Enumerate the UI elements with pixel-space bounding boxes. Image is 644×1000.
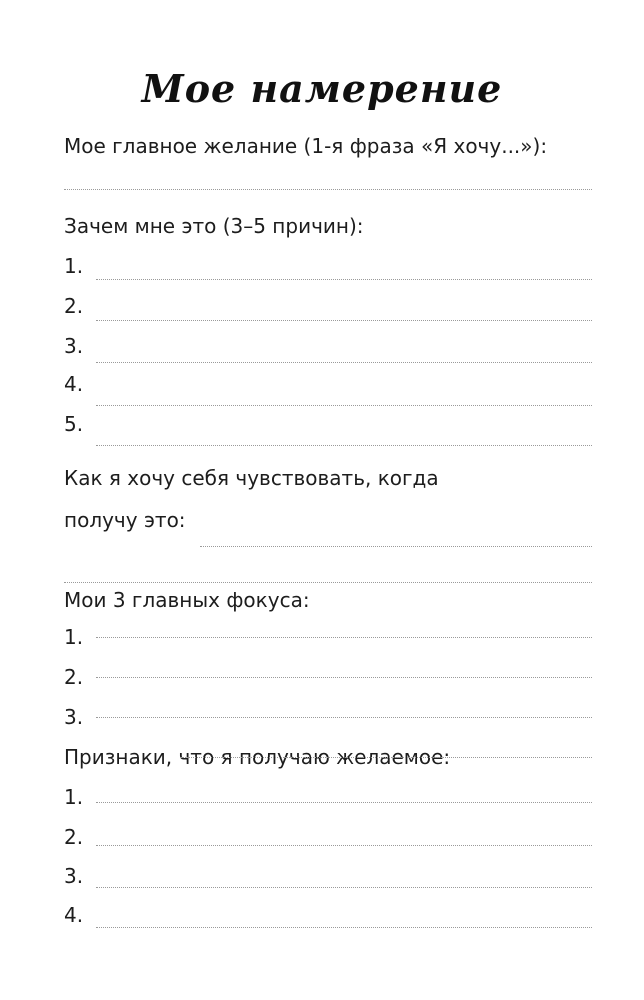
sign-answer-line-1[interactable]	[96, 802, 592, 803]
sign-answer-line-4[interactable]	[96, 927, 592, 928]
page-title: Мое намерение	[141, 66, 503, 111]
focus-answer-line-2[interactable]	[96, 677, 592, 678]
reason-number-2: 2.	[64, 294, 84, 318]
reason-number-5: 5.	[64, 412, 84, 436]
feeling-label-line2: получу это:	[64, 508, 186, 532]
reason-number-1: 1.	[64, 254, 84, 278]
feeling-label-line1: Как я хочу себя чувствовать, когда	[64, 466, 439, 490]
sign-number-3: 3.	[64, 864, 84, 888]
sign-answer-line-2[interactable]	[96, 845, 592, 846]
sign-number-4: 4.	[64, 903, 84, 927]
main-wish-answer-line[interactable]	[64, 189, 592, 190]
reason-answer-line-4[interactable]	[96, 405, 592, 406]
focus-number-1: 1.	[64, 625, 84, 649]
feeling-answer-line-1[interactable]	[200, 546, 592, 547]
focus-answer-line-3[interactable]	[96, 717, 592, 718]
reason-answer-line-3[interactable]	[96, 362, 592, 363]
reason-number-4: 4.	[64, 372, 84, 396]
reasons-label: Зачем мне это (3–5 причин):	[64, 214, 364, 238]
reason-answer-line-5[interactable]	[96, 445, 592, 446]
reason-answer-line-2[interactable]	[96, 320, 592, 321]
sign-number-1: 1.	[64, 785, 84, 809]
signs-label: Признаки, что я получаю желаемое:	[64, 745, 451, 769]
reason-number-3: 3.	[64, 334, 84, 358]
reason-answer-line-1[interactable]	[96, 279, 592, 280]
sign-answer-line-3[interactable]	[96, 887, 592, 888]
feeling-answer-line-2[interactable]	[64, 582, 592, 583]
focus-number-2: 2.	[64, 665, 84, 689]
main-wish-label: Мое главное желание (1-я фраза «Я хочу...»):	[64, 134, 548, 158]
signs-answer-line-0[interactable]	[180, 757, 592, 758]
focuses-label: Мои 3 главных фокуса:	[64, 588, 310, 612]
sign-number-2: 2.	[64, 825, 84, 849]
focus-number-3: 3.	[64, 705, 84, 729]
focus-answer-line-1[interactable]	[96, 637, 592, 638]
